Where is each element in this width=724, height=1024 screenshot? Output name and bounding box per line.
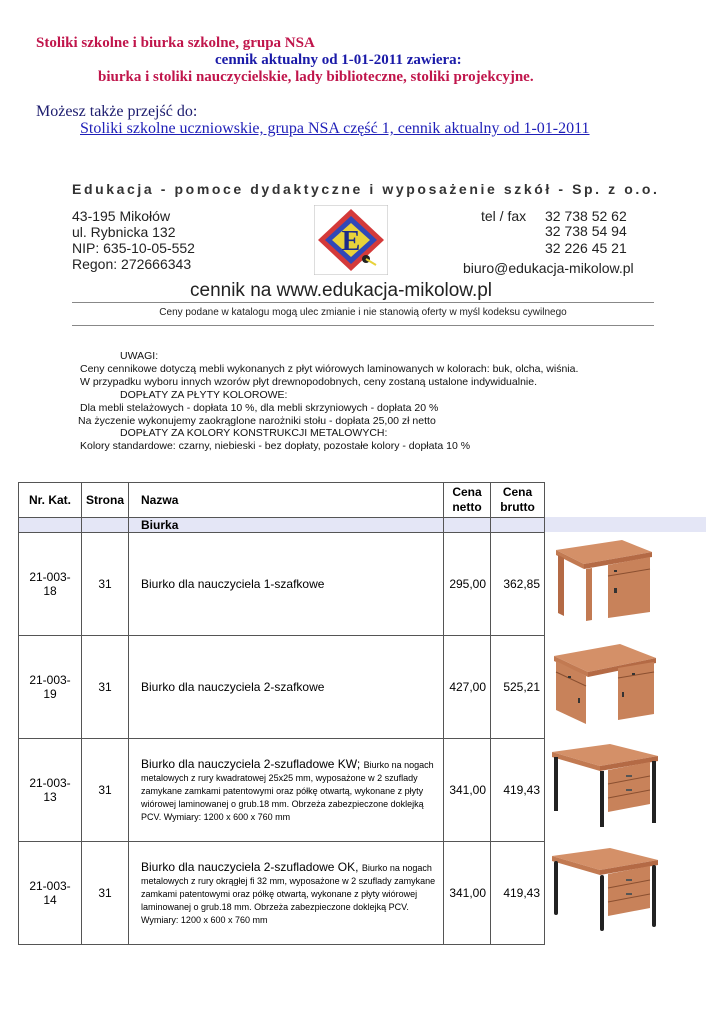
cell-nr: 21-003-19 [19, 636, 82, 739]
desk-ok-image [548, 844, 662, 934]
header-netto: Cena netto [444, 483, 491, 518]
cell-description: Biurko na nogach metalowych z rury okrągłej fi 32 mm, wyposażone w 2 szuflady zamykane zamkami patentowymi oraz półkę otwartą, wykonane z płyty wiórowej laminowanej o grub.18 mm. Obrzeża zabezpieczone doklejką PCV. Wymiary: 1200 x 600 x 760 mm [141, 862, 436, 925]
cell-netto: 341,00 [444, 842, 491, 945]
email: biuro@edukacja-mikolow.pl [463, 260, 634, 276]
table-row [19, 739, 545, 842]
company-logo [314, 205, 388, 275]
desk-2-cabinet-image [548, 640, 660, 728]
cell-netto: 341,00 [444, 739, 491, 842]
cell-nr: 21-003-18 [19, 533, 82, 636]
phone-1: 32 738 52 62 [545, 208, 627, 224]
table-row [19, 533, 545, 636]
cell-strona: 31 [82, 636, 129, 739]
cell-brutto: 419,43 [491, 842, 545, 945]
note-line-7: Kolory standardowe: czarny, niebieski - bez dopłaty, pozostałe kolory - dopłata 10 % [80, 440, 471, 452]
cell-brutto: 525,21 [491, 636, 545, 739]
header-brutto: Cena brutto [491, 483, 545, 518]
phone-2: 32 738 54 94 [545, 223, 627, 239]
cell-nr: 21-003-13 [19, 739, 82, 842]
cell-name: Biurko dla nauczyciela 2-szafkowe [141, 680, 325, 694]
note-line-5: Na życzenie wykonujemy zaokrąglone narożniki stołu - dopłata 25,00 zł netto [78, 415, 436, 427]
desk-kw-image [548, 740, 662, 830]
table-row [19, 842, 545, 945]
logo-letter: E [341, 226, 361, 257]
notes-title: UWAGI: [120, 350, 159, 362]
cell-netto: 427,00 [444, 636, 491, 739]
cell-strona: 31 [82, 842, 129, 945]
category-label: Biurka [129, 518, 444, 533]
go-to-label: Możesz także przejść do: [36, 103, 198, 120]
header-line-2: cennik aktualny od 1-01-2011 zawiera: [215, 52, 462, 68]
desk-1-cabinet-image [548, 536, 658, 622]
cell-brutto: 419,43 [491, 739, 545, 842]
table-header-row [19, 483, 545, 518]
cell-name: Biurko dla nauczyciela 2-szufladowe OK, [141, 859, 359, 874]
cell-netto: 295,00 [444, 533, 491, 636]
note-line-6: DOPŁATY ZA KOLORY KONSTRUKCJI METALOWYCH: [120, 427, 388, 439]
note-line-2: W przypadku wyboru innych wzorów płyt drewnopodobnych, ceny zostaną ustalone indywidualnie. [80, 376, 538, 388]
cell-name: Biurko dla nauczyciela 1-szafkowe [141, 577, 325, 591]
note-line-4: Dla mebli stelażowych - dopłata 10 %, dla mebli skrzyniowych - dopłata 20 % [80, 402, 439, 414]
category-band-extension [534, 517, 706, 532]
cell-brutto: 362,85 [491, 533, 545, 636]
cell-strona: 31 [82, 533, 129, 636]
note-line-3: DOPŁATY ZA PŁYTY KOLOROWE: [120, 389, 288, 401]
tel-label: tel / fax [481, 208, 527, 224]
company-name: Edukacja - pomoce dydaktyczne i wyposażenie szkół - Sp. z o.o. [72, 181, 660, 197]
table-row [19, 636, 545, 739]
divider-top [72, 302, 654, 303]
address-line-city: 43-195 Mikołów [72, 208, 171, 224]
header-line-3: biurka i stoliki nauczycielskie, lady biblioteczne, stoliki projekcyjne. [98, 69, 534, 85]
price-table [18, 482, 545, 945]
address-line-nip: NIP: 635-10-05-552 [72, 240, 195, 256]
address-line-regon: Regon: 272666343 [72, 256, 192, 272]
divider-bottom [72, 325, 654, 326]
note-line-1: Ceny cennikowe dotyczą mebli wykonanych z płyt wiórowych laminowanych w kolorach: buk, olcha, wiśnia. [80, 363, 579, 375]
header-nr: Nr. Kat. [19, 483, 82, 518]
cell-nr: 21-003-14 [19, 842, 82, 945]
website-title: cennik na www.edukacja-mikolow.pl [190, 280, 493, 301]
header-nazwa: Nazwa [129, 483, 444, 518]
address-line-street: ul. Rybnicka 132 [72, 224, 176, 240]
phone-3: 32 226 45 21 [545, 240, 627, 256]
category-row [19, 518, 545, 533]
disclaimer: Ceny podane w katalogu mogą ulec zmianie i nie stanowią oferty w myśl kodeksu cywilnego [159, 307, 567, 318]
cell-description: Biurko na nogach metalowych z rury kwadratowej 25x25 mm, wyposażone w 2 szuflady zamykane zamkami patentowymi oraz półkę otwartą, wykonane z płyty wiórowej laminowanej o grub.18 mm. Obrzeża zabezpieczone doklejką PCV. Wymiary: 1200 x 600 x 760 mm [141, 759, 434, 822]
go-to-link[interactable]: Stoliki szkolne uczniowskie, grupa NSA część 1, cennik aktualny od 1-01-2011 [80, 120, 590, 137]
header-strona: Strona [82, 483, 129, 518]
cell-name: Biurko dla nauczyciela 2-szufladowe KW; [141, 756, 361, 771]
header-line-1: Stoliki szkolne i biurka szkolne, grupa NSA [36, 35, 315, 51]
cell-strona: 31 [82, 739, 129, 842]
